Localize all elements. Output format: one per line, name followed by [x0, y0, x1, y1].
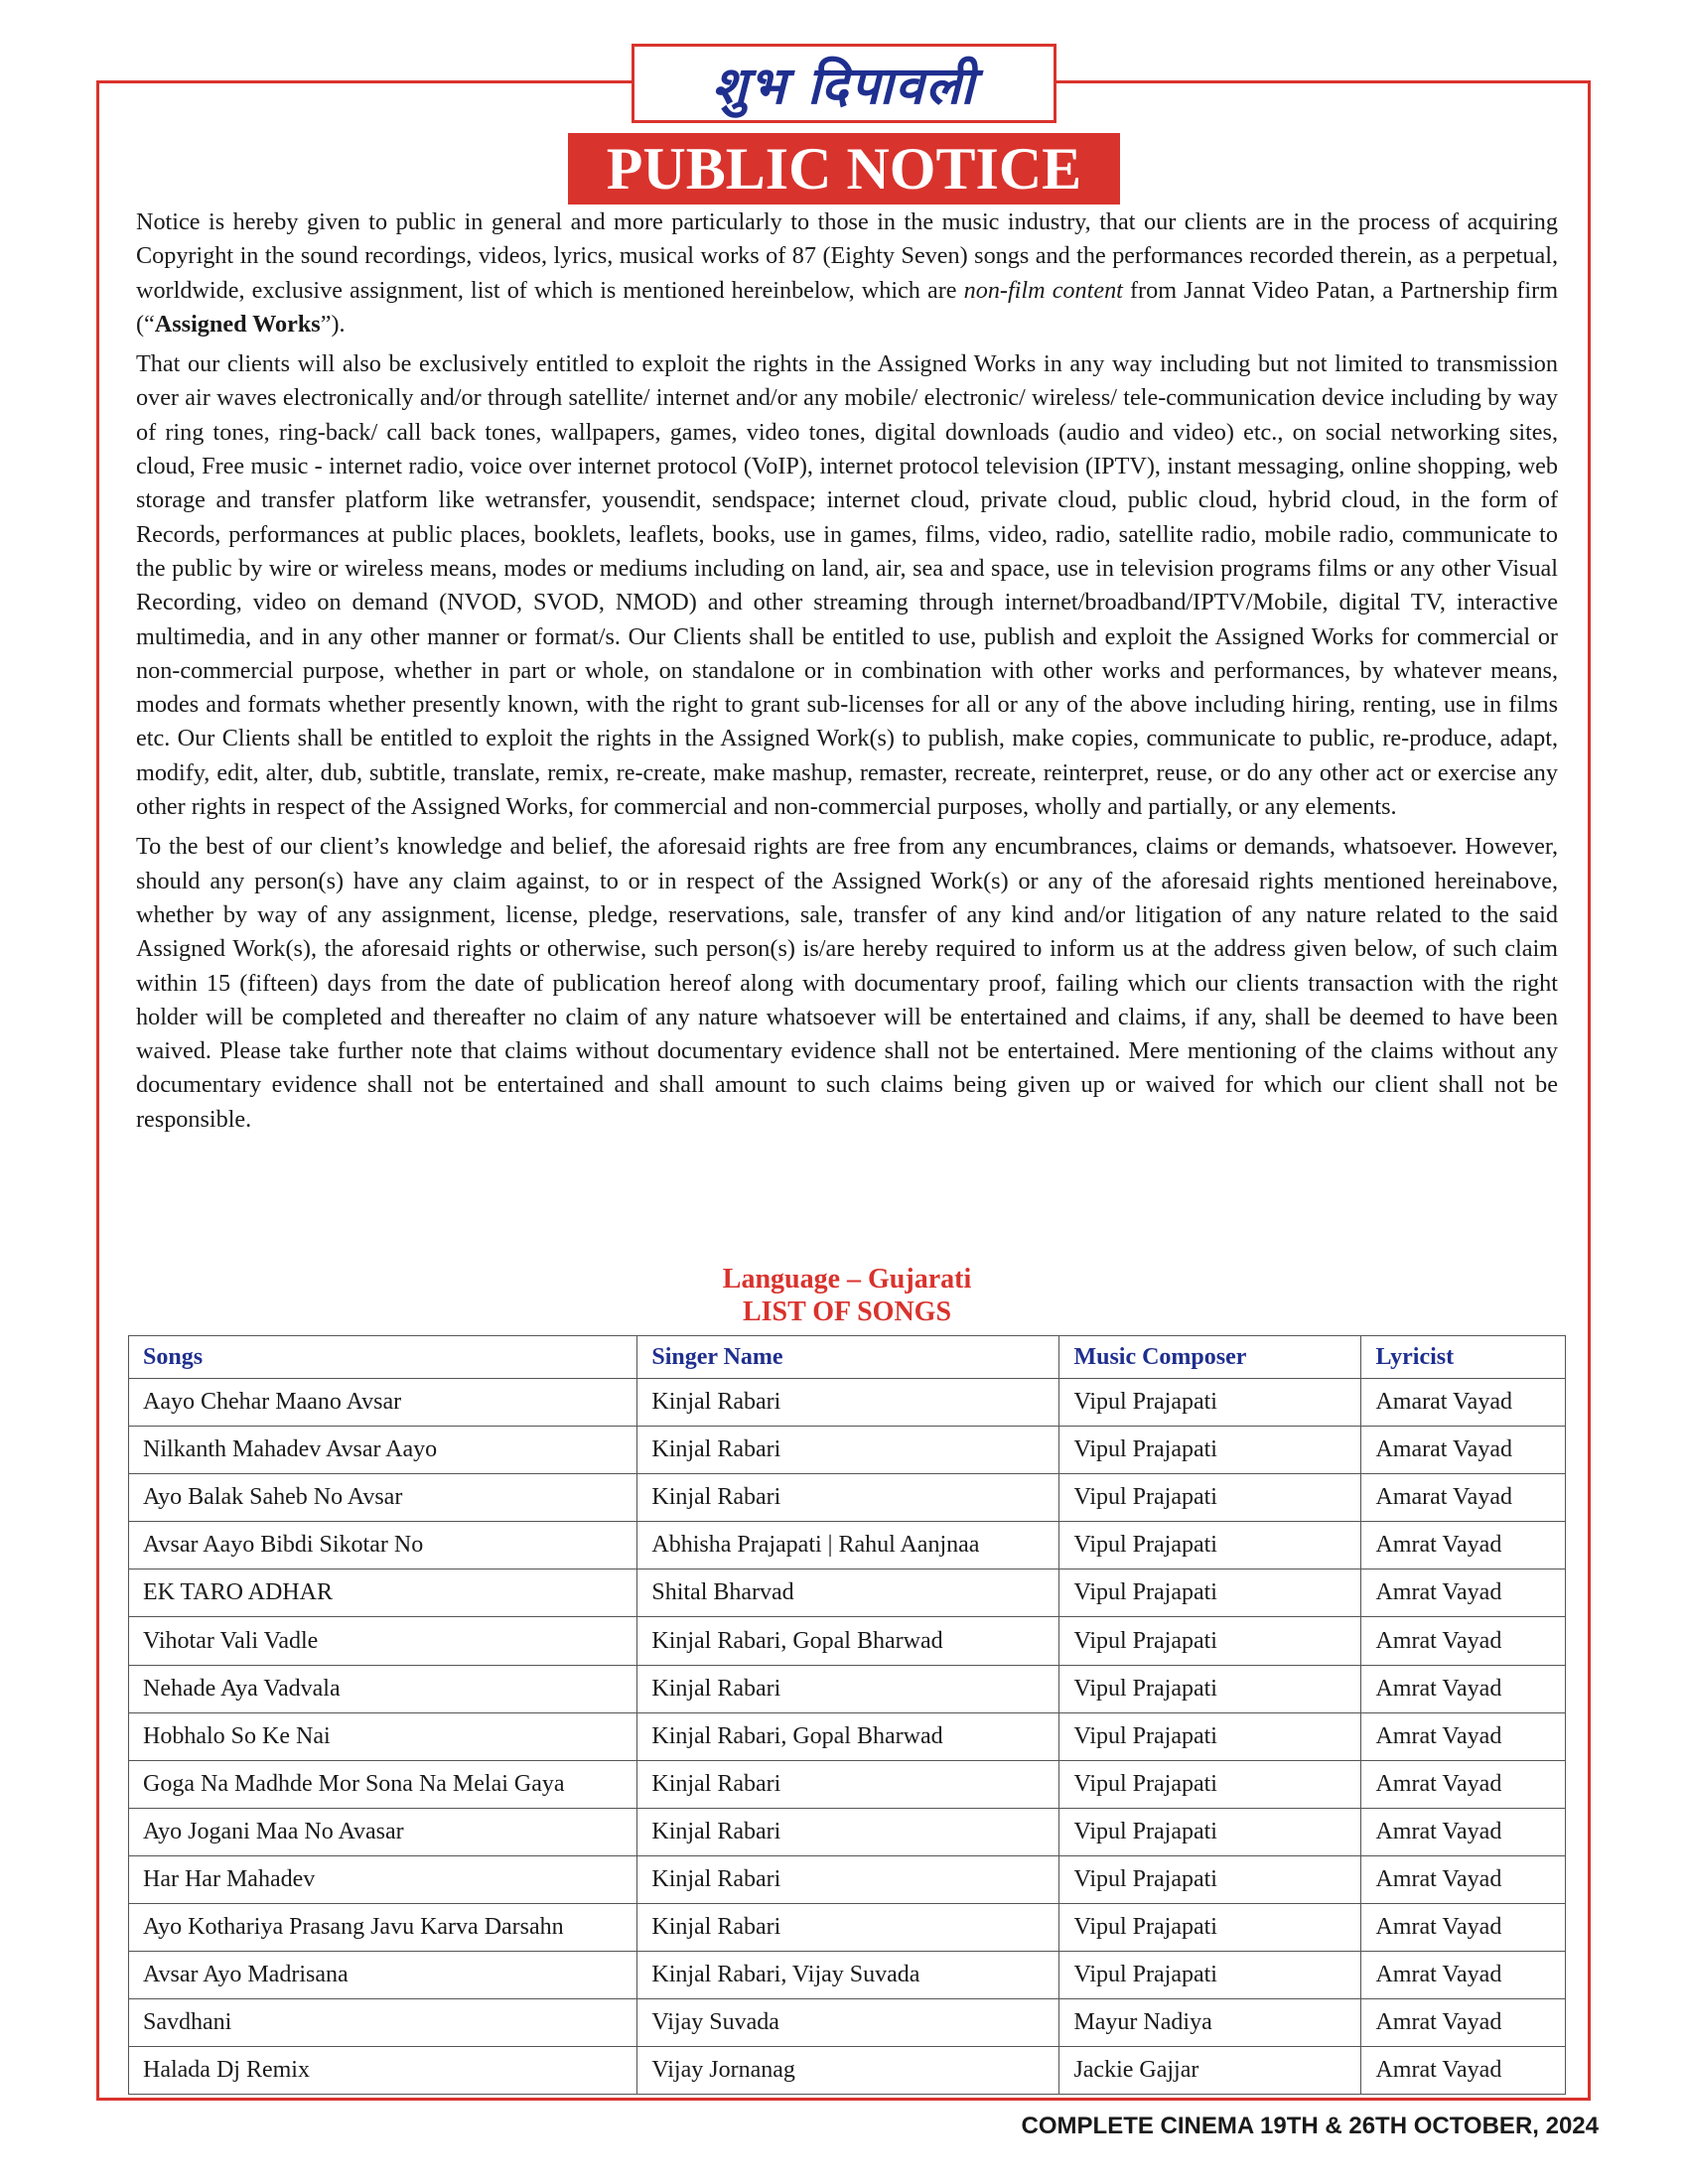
composer-cell: Vipul Prajapati [1059, 1855, 1361, 1903]
singer-cell: Kinjal Rabari, Gopal Bharwad [637, 1617, 1059, 1665]
table-row [129, 2047, 1566, 2095]
singer-cell: Kinjal Rabari [637, 1665, 1059, 1712]
list-heading [136, 1263, 1558, 1328]
page-title: PUBLIC NOTICE [568, 133, 1120, 205]
table-row [129, 1665, 1566, 1712]
lyricist-cell: Amarat Vayad [1361, 1427, 1566, 1474]
lyricist-cell: Amrat Vayad [1361, 2047, 1566, 2095]
singer-cell: Shital Bharvad [637, 1570, 1059, 1617]
lyricist-cell: Amarat Vayad [1361, 1379, 1566, 1427]
lyricist-cell: Amrat Vayad [1361, 1665, 1566, 1712]
lyricist-cell: Amrat Vayad [1361, 1999, 1566, 2047]
composer-cell: Vipul Prajapati [1059, 1904, 1361, 1952]
notice-paragraph-2: That our clients will also be exclusively entitled to exploit the rights in the Assigned Works in any way including but not limited to transmission over air waves electronically and/or through satellite/ internet and/or any mobile/ electronic/ wireless/ tele-communication device including by way of ring tones, ring-back/ call back tones, wallpapers, games, video tones, digital downloads (audio and video) etc., on social networking sites, cloud, Free music - internet radio, voice over internet protocol (VoIP), internet protocol television (IPTV), instant messaging, online shopping, web storage and transfer platform like wetransfer, yousendit, sendspace; internet cloud, private cloud, public cloud, hybrid cloud, in the form of Records, performances at public places, booklets, leaflets, books, use in games, films, video, radio, satellite radio, mobile radio, communicate to the public by wire or wireless means, modes or mediums including on land, air, sea and space, use in television programs films or any other Visual Recording, video on demand (NVOD, SVOD, NMOD) and other streaming through internet/broadband/IPTV/Mobile, digital TV, interactive multimedia, and in any other manner or format/s. Our Clients shall be entitled to use, publish and exploit the Assigned Works for commercial or non-commercial purpose, whether in part or whole, on standalone or in combination with other works and performances, by whatever means, modes and formats whether presently known, with the right to grant sub-licenses for all or any of the above including hiring, renting, use in films etc. Our Clients shall be entitled to exploit the rights in the Assigned Work(s) to publish, make copies, communicate to public, re-produce, adapt, modify, edit, alter, dub, subtitle, translate, remix, re-create, make mashup, remaster, recreate, reinterpret, reuse, or do any other act or exercise any other rights in respect of the Assigned Works, for commercial and non-commercial purposes, wholly and partially, or any elements. [136, 350, 1558, 821]
lyricist-cell: Amrat Vayad [1361, 1808, 1566, 1855]
lyricist-cell: Amrat Vayad [1361, 1617, 1566, 1665]
song-title-cell: Har Har Mahadev [129, 1855, 637, 1903]
song-title-cell: Goga Na Madhde Mor Sona Na Melai Gaya [129, 1760, 637, 1808]
list-title: LIST OF SONGS [742, 1297, 952, 1327]
song-title-cell: Vihotar Vali Vadle [129, 1617, 637, 1665]
table-row [129, 1522, 1566, 1570]
table-row [129, 1570, 1566, 1617]
lyricist-cell: Amrat Vayad [1361, 1570, 1566, 1617]
column-header-lyricist: Lyricist [1361, 1336, 1566, 1379]
table-row [129, 1855, 1566, 1903]
lyricist-cell: Amrat Vayad [1361, 1952, 1566, 1999]
table-row [129, 1379, 1566, 1427]
lyricist-cell: Amrat Vayad [1361, 1712, 1566, 1760]
composer-cell: Vipul Prajapati [1059, 1474, 1361, 1522]
song-title-cell: Ayo Kothariya Prasang Javu Karva Darsahn [129, 1904, 637, 1952]
songs-table [128, 1335, 1566, 2095]
singer-cell: Kinjal Rabari, Vijay Suvada [637, 1952, 1059, 1999]
assigned-works-term: Assigned Works [154, 310, 321, 338]
composer-cell: Vipul Prajapati [1059, 1522, 1361, 1570]
notice-paragraph-1 [136, 205, 1558, 341]
table-row [129, 1999, 1566, 2047]
notice-body [136, 205, 1558, 1143]
table-row [129, 1474, 1566, 1522]
singer-cell: Kinjal Rabari [637, 1474, 1059, 1522]
composer-cell: Mayur Nadiya [1059, 1999, 1361, 2047]
song-title-cell: Nehade Aya Vadvala [129, 1665, 637, 1712]
composer-cell: Jackie Gajjar [1059, 2047, 1361, 2095]
table-row [129, 1760, 1566, 1808]
singer-cell: Kinjal Rabari [637, 1808, 1059, 1855]
song-title-cell: EK TARO ADHAR [129, 1570, 637, 1617]
composer-cell: Vipul Prajapati [1059, 1712, 1361, 1760]
singer-cell: Vijay Suvada [637, 1999, 1059, 2047]
publication-footer: COMPLETE CINEMA 19TH & 26TH OCTOBER, 2024 [1021, 2113, 1599, 2139]
composer-cell: Vipul Prajapati [1059, 1665, 1361, 1712]
table-row [129, 1952, 1566, 1999]
lyricist-cell: Amrat Vayad [1361, 1904, 1566, 1952]
singer-cell: Kinjal Rabari, Gopal Bharwad [637, 1712, 1059, 1760]
singer-cell: Kinjal Rabari [637, 1760, 1059, 1808]
composer-cell: Vipul Prajapati [1059, 1570, 1361, 1617]
para1-text-end: ”). [320, 310, 346, 338]
composer-cell: Vipul Prajapati [1059, 1760, 1361, 1808]
song-title-cell: Aayo Chehar Maano Avsar [129, 1379, 637, 1427]
song-title-cell: Halada Dj Remix [129, 2047, 637, 2095]
language-label: Language – Gujarati [722, 1264, 972, 1295]
composer-cell: Vipul Prajapati [1059, 1952, 1361, 1999]
lyricist-cell: Amrat Vayad [1361, 1522, 1566, 1570]
table-header-row [129, 1336, 1566, 1379]
para1-text-start: Notice is hereby given to public in general and more particularly to those in the music industry, that our clients are in the process of acquiring Copyright in the sound recordings, videos, lyrics, musical works of 87 (Eighty Seven) songs and the performances recorded therein, as a perpetual, worldwide, exclusive assignment, list of which is mentioned hereinbelow, which are [136, 208, 1558, 304]
column-header-singer: Singer Name [637, 1336, 1059, 1379]
singer-cell: Kinjal Rabari [637, 1427, 1059, 1474]
column-header-composer: Music Composer [1059, 1336, 1361, 1379]
song-title-cell: Avsar Aayo Bibdi Sikotar No [129, 1522, 637, 1570]
song-title-cell: Nilkanth Mahadev Avsar Aayo [129, 1427, 637, 1474]
singer-cell: Kinjal Rabari [637, 1379, 1059, 1427]
composer-cell: Vipul Prajapati [1059, 1379, 1361, 1427]
singer-cell: Abhisha Prajapati | Rahul Aanjnaa [637, 1522, 1059, 1570]
table-row [129, 1712, 1566, 1760]
song-title-cell: Ayo Jogani Maa No Avasar [129, 1808, 637, 1855]
singer-cell: Vijay Jornanag [637, 2047, 1059, 2095]
song-title-cell: Hobhalo So Ke Nai [129, 1712, 637, 1760]
table-row [129, 1617, 1566, 1665]
song-title-cell: Avsar Ayo Madrisana [129, 1952, 637, 1999]
table-row [129, 1427, 1566, 1474]
para1-italic-term: non-film content [963, 276, 1123, 304]
composer-cell: Vipul Prajapati [1059, 1617, 1361, 1665]
greeting-logo: शुभ दिपावली [632, 44, 1056, 123]
song-title-cell: Ayo Balak Saheb No Avsar [129, 1474, 637, 1522]
column-header-songs: Songs [129, 1336, 637, 1379]
para1-text-middle: from Jannat Video Patan, a Partnership firm (“ [136, 276, 1559, 338]
song-title-cell: Savdhani [129, 1999, 637, 2047]
composer-cell: Vipul Prajapati [1059, 1427, 1361, 1474]
lyricist-cell: Amarat Vayad [1361, 1474, 1566, 1522]
singer-cell: Kinjal Rabari [637, 1855, 1059, 1903]
lyricist-cell: Amrat Vayad [1361, 1760, 1566, 1808]
table-row [129, 1904, 1566, 1952]
composer-cell: Vipul Prajapati [1059, 1808, 1361, 1855]
lyricist-cell: Amrat Vayad [1361, 1855, 1566, 1903]
notice-paragraph-3: To the best of our client’s knowledge and belief, the aforesaid rights are free from any encumbrances, claims or demands, whatsoever. However, should any person(s) have any claim against, to or in respect of the Assigned Work(s) or any of the aforesaid rights mentioned hereinabove, whether by way of any assignment, license, pledge, reservations, sale, transfer of any kind and/or litigation of any nature related to the said Assigned Work(s), the aforesaid rights or otherwise, such person(s) is/are hereby required to inform us at the address given below, of such claim within 15 (fifteen) days from the date of publication hereof along with documentary proof, failing which our clients transaction with the right holder will be completed and thereafter no claim of any nature whatsoever will be entertained and claims, if any, shall be deemed to have been waived. Please take further note that claims without documentary evidence shall not be entertained. Mere mentioning of the claims without any documentary evidence shall not be entertained and shall amount to such claims being given up or waived for which our client shall not be responsible. [136, 833, 1558, 1133]
table-row [129, 1808, 1566, 1855]
singer-cell: Kinjal Rabari [637, 1904, 1059, 1952]
